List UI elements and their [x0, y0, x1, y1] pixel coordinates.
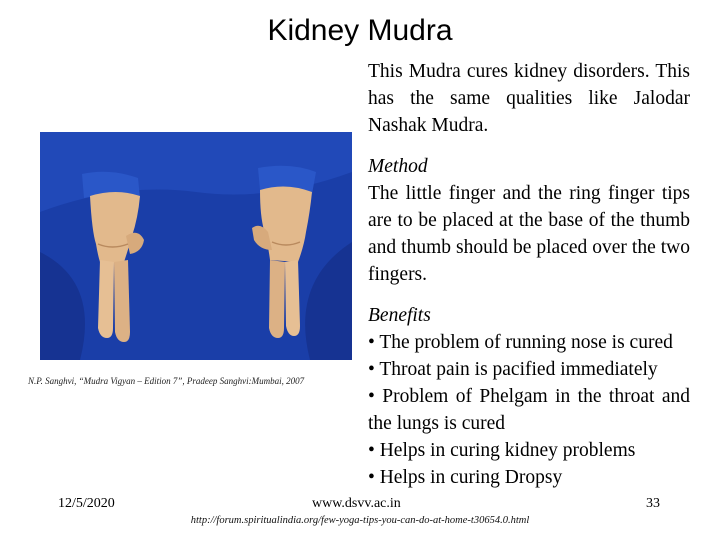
method-heading: Method	[368, 156, 428, 177]
footer-website: www.dsvv.ac.in	[312, 496, 401, 511]
benefit-item: • Problem of Phelgam in the throat and the lungs is cured	[368, 386, 690, 434]
benefit-item: • Throat pain is pacified immediately	[368, 359, 658, 380]
source-url: http://forum.spiritualindia.org/few-yoga-tips-you-can-do-at-home-t30654.0.html	[190, 515, 530, 526]
image-caption: N.P. Sanghvi, “Mudra Vigyan – Edition 7”, Pradeep Sanghvi:Mumbai, 2007	[28, 376, 305, 386]
footer-date: 12/5/2020	[58, 496, 115, 511]
mudra-hands-illustration	[40, 132, 352, 360]
benefits-heading: Benefits	[368, 305, 431, 326]
benefit-item: • The problem of running nose is cured	[368, 332, 673, 353]
footer-page-number: 33	[646, 496, 660, 511]
intro-paragraph: This Mudra cures kidney disorders. This has the same qualities like Jalodar Nashak Mudra.	[368, 61, 690, 136]
benefit-item: • Helps in curing Dropsy	[368, 467, 563, 488]
slide-title: Kidney Mudra	[267, 14, 453, 47]
text-column	[368, 58, 690, 491]
method-paragraph: The little finger and the ring finger tips are to be placed at the base of the thumb and thumb should be placed over the two fingers.	[368, 183, 690, 285]
benefit-item: • Helps in curing kidney problems	[368, 440, 636, 461]
mudra-photo	[40, 132, 352, 360]
